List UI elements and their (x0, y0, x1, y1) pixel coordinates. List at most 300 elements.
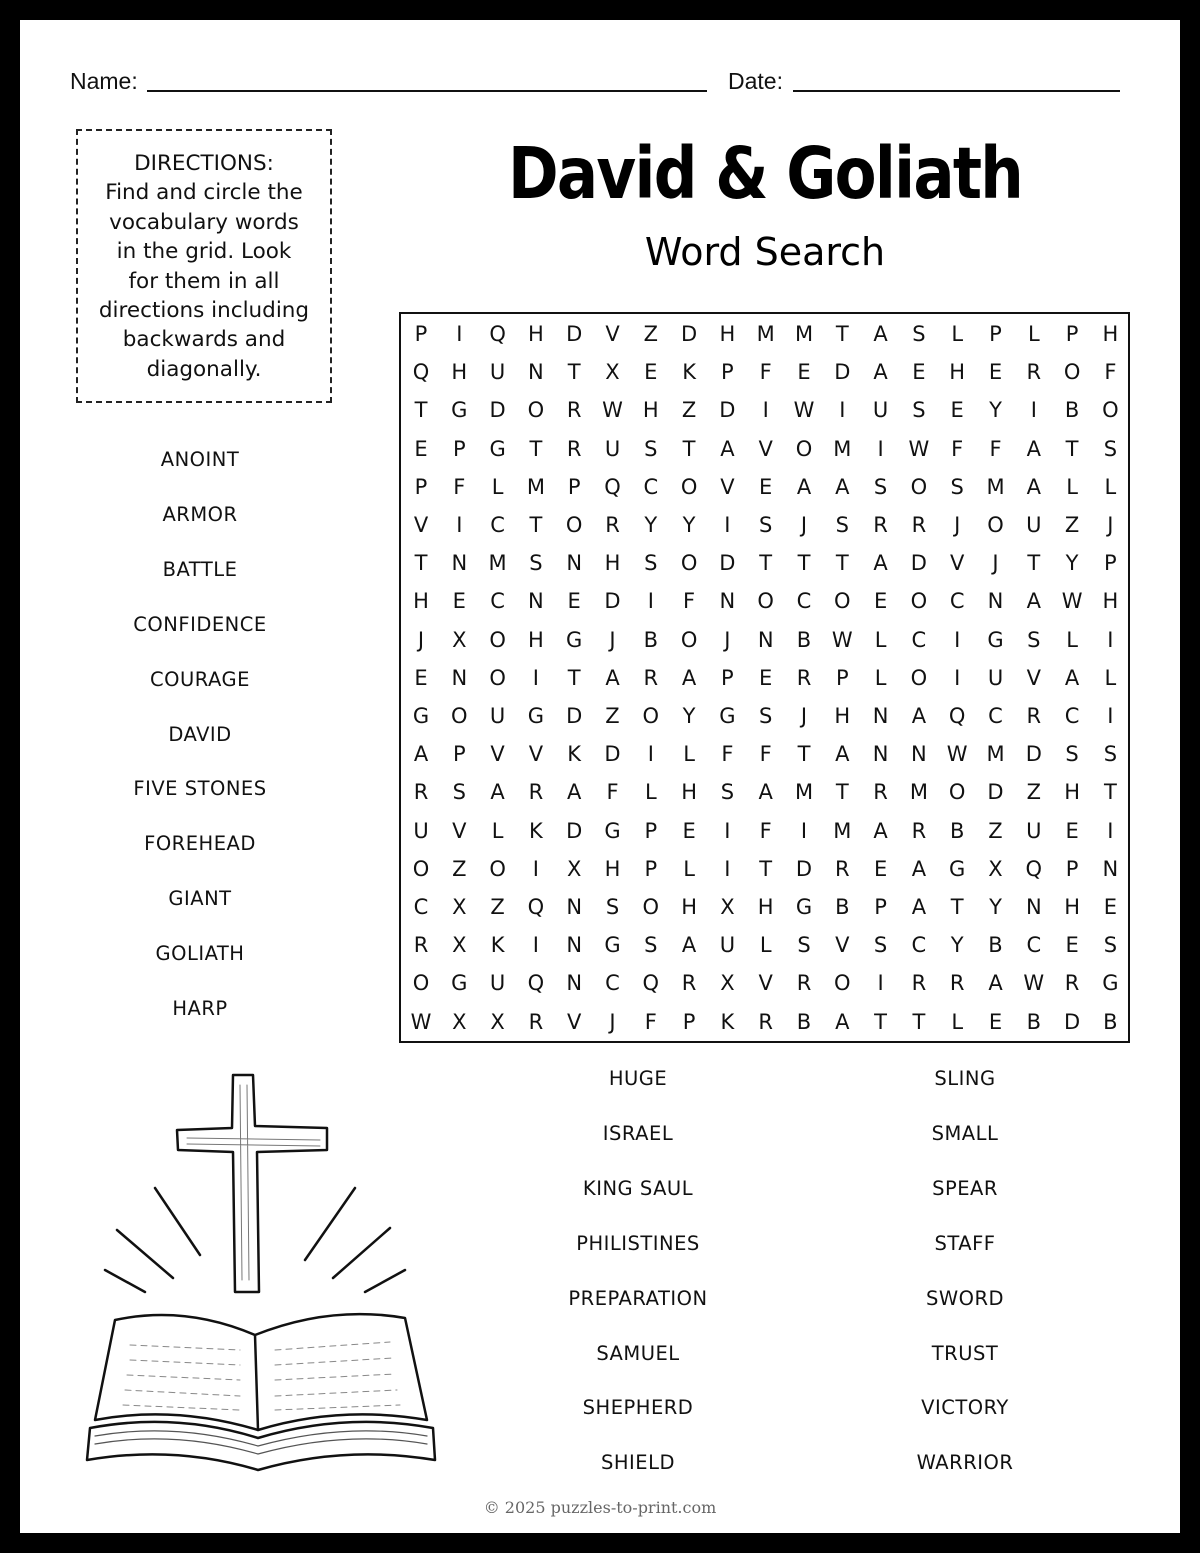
grid-letter[interactable]: F (721, 742, 734, 767)
grid-letter[interactable]: V (1026, 665, 1041, 690)
grid-letter[interactable]: D (719, 551, 736, 576)
grid-letter[interactable]: S (1027, 627, 1041, 652)
grid-letter[interactable]: C (643, 474, 659, 499)
grid-letter[interactable]: M (756, 322, 775, 346)
grid-letter[interactable]: K (567, 742, 582, 767)
grid-letter[interactable]: A (911, 856, 927, 881)
grid-letter[interactable]: L (683, 856, 695, 881)
grid-letter[interactable]: R (873, 780, 888, 805)
grid-letter[interactable]: M (909, 780, 928, 805)
grid-letter[interactable]: O (1102, 398, 1119, 423)
grid-letter[interactable]: O (910, 665, 928, 690)
grid-letter[interactable]: C (490, 589, 505, 614)
grid-letter[interactable]: S (873, 474, 888, 499)
grid-letter[interactable]: Z (988, 818, 1003, 843)
grid-letter[interactable]: A (490, 780, 505, 805)
grid-letter[interactable]: S (759, 704, 773, 728)
grid-letter[interactable]: S (644, 933, 658, 958)
grid-letter[interactable]: P (874, 895, 887, 919)
grid-letter[interactable]: U (1026, 818, 1042, 843)
grid-letter[interactable]: E (414, 665, 428, 690)
grid-letter[interactable]: H (681, 780, 697, 805)
grid-letter[interactable]: H (413, 589, 429, 614)
grid-letter[interactable]: A (567, 780, 582, 805)
grid-letter[interactable]: U (872, 398, 889, 423)
grid-letter[interactable]: J (800, 704, 808, 728)
grid-letter[interactable]: W (946, 742, 968, 767)
grid-letter[interactable]: T (567, 360, 581, 385)
grid-letter[interactable]: U (489, 704, 506, 728)
grid-letter[interactable]: H (719, 322, 736, 346)
grid-letter[interactable]: R (413, 933, 429, 958)
grid-letter[interactable]: O (757, 589, 774, 614)
grid-letter[interactable]: U (987, 665, 1004, 690)
grid-letter[interactable]: L (491, 818, 504, 843)
grid-letter[interactable]: E (950, 398, 964, 423)
grid-letter[interactable]: L (951, 1009, 964, 1034)
grid-letter[interactable]: P (721, 360, 734, 385)
grid-letter[interactable]: B (796, 627, 812, 652)
grid-letter[interactable]: X (452, 895, 467, 919)
grid-letter[interactable]: N (566, 971, 583, 996)
grid-letter[interactable]: S (1103, 436, 1118, 461)
grid-letter[interactable]: N (451, 551, 468, 576)
grid-letter[interactable]: H (1102, 322, 1119, 346)
grid-letter[interactable]: R (1026, 704, 1042, 728)
grid-letter[interactable]: E (988, 360, 1003, 385)
grid-letter[interactable]: B (796, 1009, 812, 1034)
grid-letter[interactable]: G (1102, 971, 1119, 996)
grid-letter[interactable]: N (872, 704, 889, 728)
grid-letter[interactable]: I (1107, 704, 1114, 728)
grid-letter[interactable]: M (794, 322, 814, 346)
grid-letter[interactable]: O (451, 704, 468, 728)
grid-letter[interactable]: Y (950, 933, 964, 958)
grid-letter[interactable]: P (1065, 856, 1079, 881)
grid-letter[interactable]: S (1065, 742, 1079, 767)
grid-letter[interactable]: O (489, 627, 506, 652)
grid-letter[interactable]: L (1066, 474, 1078, 499)
grid-letter[interactable]: I (954, 665, 961, 690)
grid-letter[interactable]: T (1027, 551, 1041, 576)
grid-letter[interactable]: R (643, 665, 659, 690)
grid-letter[interactable]: Z (1064, 513, 1080, 537)
grid-letter[interactable]: F (951, 436, 964, 461)
grid-letter[interactable]: S (835, 513, 849, 537)
grid-letter[interactable]: A (873, 360, 888, 385)
grid-letter[interactable]: O (642, 895, 660, 919)
grid-letter[interactable]: O (680, 474, 698, 499)
grid-letter[interactable]: P (567, 474, 581, 499)
grid-letter[interactable]: D (795, 856, 813, 881)
grid-letter[interactable]: I (647, 742, 654, 767)
grid-letter[interactable]: S (950, 474, 964, 499)
grid-letter[interactable]: E (567, 589, 581, 614)
grid-letter[interactable]: B (1026, 1009, 1041, 1034)
grid-letter[interactable]: P (989, 322, 1002, 346)
grid-letter[interactable]: Z (1026, 780, 1041, 805)
grid-letter[interactable]: T (797, 551, 811, 576)
grid-letter[interactable]: A (720, 436, 735, 461)
grid-letter[interactable]: G (719, 704, 736, 728)
grid-letter[interactable]: R (949, 971, 965, 996)
grid-letter[interactable]: T (835, 551, 849, 576)
grid-letter[interactable]: G (489, 436, 506, 461)
grid-letter[interactable]: P (682, 1009, 696, 1034)
grid-letter[interactable]: R (873, 513, 888, 537)
grid-letter[interactable]: O (489, 856, 506, 881)
grid-letter[interactable]: R (796, 665, 812, 690)
grid-letter[interactable]: J (1107, 513, 1114, 537)
grid-letter[interactable]: I (532, 856, 539, 881)
grid-letter[interactable]: R (566, 436, 582, 461)
grid-letter[interactable]: R (835, 856, 850, 881)
grid-letter[interactable]: C (911, 627, 927, 652)
grid-letter[interactable]: N (719, 589, 736, 614)
grid-letter[interactable]: C (949, 589, 965, 614)
grid-letter[interactable]: P (414, 474, 428, 499)
grid-letter[interactable]: A (1026, 589, 1041, 614)
grid-letter[interactable]: N (528, 360, 544, 385)
grid-letter[interactable]: V (835, 933, 850, 958)
grid-letter[interactable]: I (877, 436, 884, 461)
word-search-grid[interactable] (399, 312, 1130, 1043)
grid-letter[interactable]: T (874, 1009, 887, 1034)
grid-letter[interactable]: R (681, 971, 697, 996)
grid-letter[interactable]: P (414, 322, 428, 346)
grid-letter[interactable]: C (490, 513, 505, 537)
grid-letter[interactable]: M (986, 742, 1005, 767)
grid-letter[interactable]: T (835, 780, 849, 805)
grid-letter[interactable]: A (1026, 474, 1041, 499)
grid-letter[interactable]: O (834, 971, 851, 996)
grid-letter[interactable]: T (1103, 780, 1117, 805)
grid-letter[interactable]: R (796, 971, 812, 996)
grid-letter[interactable]: G (451, 971, 468, 996)
grid-letter[interactable]: A (835, 1009, 850, 1034)
grid-letter[interactable]: I (1107, 627, 1114, 652)
grid-letter[interactable]: V (950, 551, 965, 576)
name-field-line[interactable] (147, 90, 707, 92)
grid-letter[interactable]: S (644, 436, 658, 461)
grid-letter[interactable]: E (682, 818, 696, 843)
grid-letter[interactable]: J (609, 627, 616, 652)
grid-letter[interactable]: H (527, 322, 544, 346)
grid-letter[interactable]: L (1066, 627, 1078, 652)
grid-letter[interactable]: O (795, 436, 813, 461)
grid-letter[interactable]: L (1027, 322, 1040, 346)
grid-letter[interactable]: J (609, 1009, 616, 1034)
grid-letter[interactable]: R (911, 818, 927, 843)
grid-letter[interactable]: H (949, 360, 966, 385)
grid-letter[interactable]: Y (1065, 551, 1079, 576)
grid-letter[interactable]: X (988, 856, 1003, 881)
grid-letter[interactable]: I (456, 322, 463, 346)
grid-letter[interactable]: R (605, 513, 620, 537)
grid-letter[interactable]: I (1030, 398, 1037, 423)
grid-letter[interactable]: X (452, 627, 467, 652)
grid-letter[interactable]: H (642, 398, 659, 423)
grid-letter[interactable]: T (912, 1009, 926, 1034)
grid-letter[interactable]: P (644, 856, 658, 881)
grid-letter[interactable]: R (1064, 971, 1080, 996)
grid-letter[interactable]: X (720, 971, 735, 996)
grid-letter[interactable]: E (1065, 933, 1079, 958)
grid-letter[interactable]: N (528, 589, 544, 614)
grid-letter[interactable]: O (680, 627, 698, 652)
grid-letter[interactable]: O (987, 513, 1004, 537)
grid-letter[interactable]: Y (682, 704, 696, 728)
grid-letter[interactable]: D (604, 742, 621, 767)
grid-letter[interactable]: A (758, 780, 773, 805)
grid-letter[interactable]: E (452, 589, 466, 614)
grid-letter[interactable]: G (412, 704, 430, 728)
grid-letter[interactable]: C (605, 971, 620, 996)
grid-letter[interactable]: H (1102, 589, 1119, 614)
grid-letter[interactable]: T (1065, 436, 1079, 461)
grid-letter[interactable]: G (987, 627, 1004, 652)
grid-letter[interactable]: H (451, 360, 468, 385)
grid-letter[interactable]: T (414, 398, 428, 423)
grid-letter[interactable]: X (605, 360, 620, 385)
grid-letter[interactable]: E (1065, 818, 1079, 843)
grid-letter[interactable]: A (605, 665, 620, 690)
grid-letter[interactable]: H (604, 856, 621, 881)
grid-letter[interactable]: J (417, 627, 425, 652)
grid-letter[interactable]: R (1026, 360, 1042, 385)
grid-letter[interactable]: R (758, 1009, 773, 1034)
grid-letter[interactable]: D (834, 360, 851, 385)
grid-letter[interactable]: Z (490, 895, 505, 919)
grid-letter[interactable]: N (1102, 856, 1119, 881)
grid-letter[interactable]: U (604, 436, 621, 461)
grid-letter[interactable]: E (873, 589, 888, 614)
grid-letter[interactable]: V (490, 742, 505, 767)
grid-letter[interactable]: J (724, 627, 731, 652)
grid-letter[interactable]: R (528, 780, 544, 805)
grid-letter[interactable]: D (1025, 742, 1042, 767)
grid-letter[interactable]: S (912, 322, 926, 346)
grid-letter[interactable]: T (414, 551, 428, 576)
grid-letter[interactable]: L (1104, 665, 1117, 690)
grid-letter[interactable]: B (1103, 1009, 1118, 1034)
grid-letter[interactable]: M (833, 818, 852, 843)
grid-letter[interactable]: D (719, 398, 736, 423)
grid-letter[interactable]: J (992, 551, 999, 576)
grid-letter[interactable]: T (759, 856, 773, 881)
grid-letter[interactable]: B (988, 933, 1003, 958)
grid-letter[interactable]: T (950, 895, 964, 919)
grid-letter[interactable]: F (759, 818, 772, 843)
grid-letter[interactable]: S (797, 933, 811, 958)
grid-letter[interactable]: C (911, 933, 927, 958)
grid-letter[interactable]: C (1026, 933, 1042, 958)
grid-letter[interactable]: I (1107, 818, 1114, 843)
grid-letter[interactable]: O (834, 589, 851, 614)
grid-letter[interactable]: F (1104, 360, 1117, 385)
grid-letter[interactable]: M (833, 436, 852, 461)
grid-letter[interactable]: X (452, 1009, 467, 1034)
grid-letter[interactable]: A (1026, 436, 1041, 461)
grid-letter[interactable]: I (532, 933, 539, 958)
grid-letter[interactable]: G (527, 704, 545, 728)
grid-letter[interactable]: H (604, 551, 621, 576)
grid-letter[interactable]: S (605, 895, 620, 919)
grid-letter[interactable]: R (566, 398, 582, 423)
grid-letter[interactable]: W (908, 436, 930, 461)
grid-letter[interactable]: N (566, 895, 583, 919)
grid-letter[interactable]: R (413, 780, 429, 805)
grid-letter[interactable]: D (987, 780, 1004, 805)
grid-letter[interactable]: H (1064, 895, 1080, 919)
grid-letter[interactable]: G (949, 856, 966, 881)
grid-letter[interactable]: L (951, 322, 964, 346)
grid-letter[interactable]: G (604, 933, 621, 958)
grid-letter[interactable]: H (834, 704, 851, 728)
grid-letter[interactable]: K (529, 818, 543, 843)
grid-letter[interactable]: O (910, 474, 928, 499)
grid-letter[interactable]: O (1063, 360, 1081, 385)
grid-letter[interactable]: D (681, 322, 698, 346)
grid-letter[interactable]: V (567, 1009, 582, 1034)
grid-letter[interactable]: A (911, 704, 927, 728)
grid-letter[interactable]: H (527, 627, 544, 652)
grid-letter[interactable]: S (873, 933, 888, 958)
grid-letter[interactable]: M (794, 780, 814, 805)
grid-letter[interactable]: A (911, 895, 927, 919)
grid-letter[interactable]: O (642, 704, 660, 728)
grid-letter[interactable]: Y (682, 513, 696, 537)
grid-letter[interactable]: Q (527, 971, 545, 996)
grid-letter[interactable]: I (456, 513, 463, 537)
grid-letter[interactable]: L (1104, 474, 1117, 499)
grid-letter[interactable]: W (831, 627, 853, 652)
grid-letter[interactable]: Q (412, 360, 430, 385)
grid-letter[interactable]: T (567, 665, 581, 690)
grid-letter[interactable]: P (644, 818, 658, 843)
grid-letter[interactable]: C (796, 589, 812, 614)
grid-letter[interactable]: C (413, 895, 429, 919)
grid-letter[interactable]: P (1065, 322, 1079, 346)
grid-letter[interactable]: X (490, 1009, 505, 1034)
grid-letter[interactable]: O (489, 665, 506, 690)
grid-letter[interactable]: Z (643, 322, 658, 346)
grid-letter[interactable]: D (566, 322, 583, 346)
grid-letter[interactable]: Q (642, 971, 660, 996)
grid-letter[interactable]: E (759, 474, 773, 499)
grid-letter[interactable]: T (797, 742, 811, 767)
grid-letter[interactable]: A (873, 818, 888, 843)
grid-letter[interactable]: E (912, 360, 926, 385)
grid-letter[interactable]: L (491, 474, 504, 499)
grid-letter[interactable]: X (720, 895, 735, 919)
grid-letter[interactable]: E (873, 856, 888, 881)
grid-letter[interactable]: N (987, 589, 1004, 614)
grid-letter[interactable]: H (681, 895, 697, 919)
grid-letter[interactable]: F (759, 742, 772, 767)
grid-letter[interactable]: V (413, 513, 429, 537)
grid-letter[interactable]: L (874, 665, 887, 690)
date-field-line[interactable] (793, 90, 1120, 92)
grid-letter[interactable]: I (724, 513, 731, 537)
grid-letter[interactable]: O (910, 589, 928, 614)
grid-letter[interactable]: N (872, 742, 889, 767)
grid-letter[interactable]: C (1064, 704, 1080, 728)
grid-letter[interactable]: M (526, 474, 545, 499)
grid-letter[interactable]: F (759, 360, 772, 385)
grid-letter[interactable]: E (759, 665, 773, 690)
grid-letter[interactable]: T (835, 322, 849, 346)
grid-letter[interactable]: P (835, 665, 849, 690)
grid-letter[interactable]: N (566, 933, 583, 958)
grid-letter[interactable]: F (644, 1009, 657, 1034)
grid-letter[interactable]: X (452, 933, 467, 958)
grid-letter[interactable]: M (986, 474, 1005, 499)
grid-letter[interactable]: W (602, 398, 623, 423)
grid-letter[interactable]: D (489, 398, 506, 423)
grid-letter[interactable]: E (1103, 895, 1118, 919)
grid-letter[interactable]: R (911, 513, 927, 537)
grid-letter[interactable]: X (566, 856, 582, 881)
grid-letter[interactable]: W (793, 398, 815, 423)
grid-letter[interactable]: H (757, 895, 774, 919)
grid-letter[interactable]: V (605, 322, 620, 346)
grid-letter[interactable]: U (489, 360, 506, 385)
grid-letter[interactable]: A (1064, 665, 1080, 690)
grid-letter[interactable]: A (413, 742, 429, 767)
grid-letter[interactable]: K (682, 360, 696, 385)
grid-letter[interactable]: G (451, 398, 468, 423)
grid-letter[interactable]: T (759, 551, 773, 576)
grid-letter[interactable]: Y (644, 513, 658, 537)
grid-letter[interactable]: H (1064, 780, 1080, 805)
grid-letter[interactable]: O (412, 971, 430, 996)
grid-letter[interactable]: G (795, 895, 813, 919)
grid-letter[interactable]: O (565, 513, 583, 537)
grid-letter[interactable]: T (529, 436, 543, 461)
grid-letter[interactable]: G (566, 627, 583, 652)
grid-letter[interactable]: I (762, 398, 769, 423)
grid-letter[interactable]: I (877, 971, 884, 996)
grid-letter[interactable]: J (800, 513, 808, 537)
grid-letter[interactable]: I (532, 665, 539, 690)
grid-letter[interactable]: O (527, 398, 545, 423)
grid-letter[interactable]: B (643, 627, 658, 652)
grid-letter[interactable]: D (1064, 1009, 1081, 1034)
grid-letter[interactable]: I (800, 818, 808, 843)
grid-letter[interactable]: A (873, 551, 888, 576)
grid-letter[interactable]: A (873, 322, 888, 346)
grid-letter[interactable]: N (1025, 895, 1042, 919)
grid-letter[interactable]: F (989, 436, 1002, 461)
grid-letter[interactable]: A (681, 933, 697, 958)
grid-letter[interactable]: Y (989, 398, 1002, 423)
grid-letter[interactable]: W (1023, 971, 1045, 996)
grid-letter[interactable]: M (488, 551, 507, 576)
grid-letter[interactable]: E (797, 360, 811, 385)
grid-letter[interactable]: P (721, 665, 734, 690)
grid-letter[interactable]: U (719, 933, 736, 958)
grid-letter[interactable]: P (452, 742, 466, 767)
grid-letter[interactable]: N (566, 551, 583, 576)
grid-letter[interactable]: B (1064, 398, 1080, 423)
grid-letter[interactable]: Q (527, 895, 545, 919)
grid-letter[interactable]: V (758, 971, 773, 996)
grid-letter[interactable]: V (720, 474, 735, 499)
grid-letter[interactable]: T (529, 513, 543, 537)
grid-letter[interactable]: L (683, 742, 695, 767)
grid-letter[interactable]: F (453, 474, 466, 499)
